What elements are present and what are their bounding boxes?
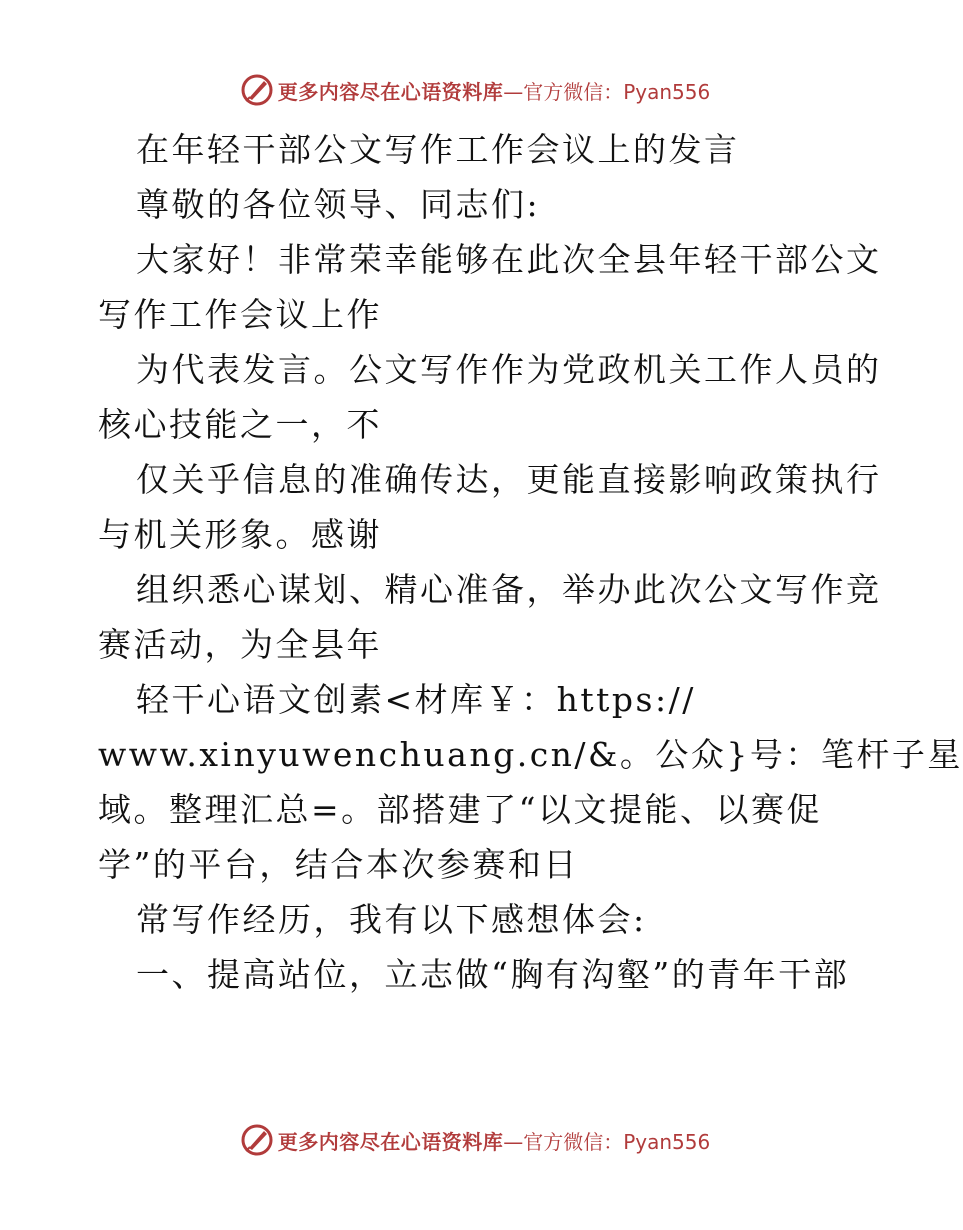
paragraph-line: 域。整理汇总=。部搭建了“以文提能、以赛促 xyxy=(98,790,823,829)
banner-wechat-text: —官方微信：Pyan556 xyxy=(503,1129,711,1154)
paragraph-line: 轻干心语文创素<材库￥：https:// xyxy=(136,680,696,719)
banner-main-text: 更多内容尽在心语资料库 xyxy=(277,79,504,104)
document-body xyxy=(98,122,963,1002)
quill-logo-icon xyxy=(240,73,274,107)
paragraph-line: 组织悉心谋划、精心准备，举办此次公文写作竞 xyxy=(136,570,882,609)
paragraph-line: 核心技能之一，不 xyxy=(98,405,382,444)
footer-banner xyxy=(0,1120,950,1160)
banner-main-text: 更多内容尽在心语资料库 xyxy=(277,1129,504,1154)
paragraph-line: 大家好！非常荣幸能够在此次全县年轻干部公文 xyxy=(136,240,882,279)
paragraph-line: 仅关乎信息的准确传达，更能直接影响政策执行 xyxy=(136,460,882,499)
paragraph-line: 写作工作会议上作 xyxy=(98,295,382,334)
paragraph-line: 学”的平台，结合本次参赛和日 xyxy=(98,845,579,884)
paragraph-line: 为代表发言。公文写作作为党政机关工作人员的 xyxy=(136,350,882,389)
paragraph-line: 赛活动，为全县年 xyxy=(98,625,382,664)
salutation: 尊敬的各位领导、同志们: xyxy=(136,185,541,224)
banner-wechat-text: —官方微信：Pyan556 xyxy=(503,79,711,104)
paragraph-line: www.xinyuwenchuang.cn/&。公众}号：笔杆子星 xyxy=(98,735,963,774)
document-title: 在年轻干部公文写作工作会议上的发言 xyxy=(136,130,740,169)
section-heading: 一、提高站位，立志做“胸有沟壑”的青年干部 xyxy=(136,955,850,994)
paragraph-line: 常写作经历，我有以下感想体会: xyxy=(136,900,647,939)
paragraph-line: 与机关形象。感谢 xyxy=(98,515,382,554)
quill-logo-icon xyxy=(240,1123,274,1157)
header-banner xyxy=(0,70,950,110)
